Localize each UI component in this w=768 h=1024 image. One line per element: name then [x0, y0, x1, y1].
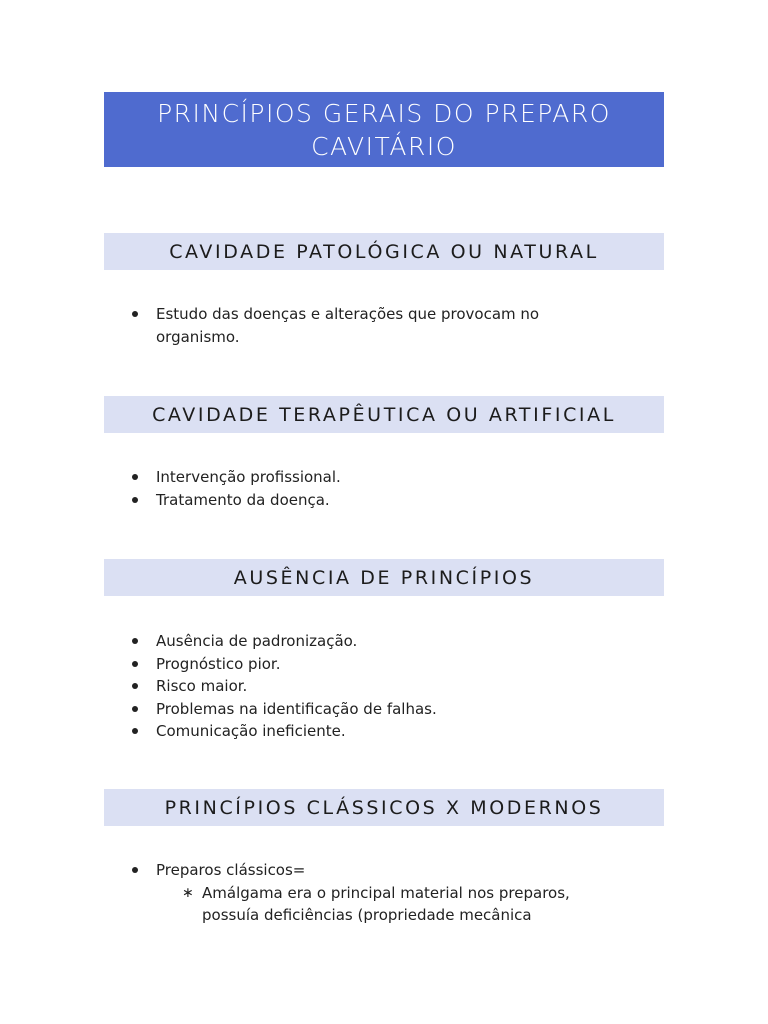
bullet-dot-icon [132, 683, 138, 689]
sub-list-item: ∗ Amálgama era o principal material nos preparos, possuía deficiências (propriedade mecânica [182, 883, 570, 924]
sub-bullet-list [156, 882, 608, 927]
bullet-list-cavidade-terapeutica [128, 466, 608, 511]
bullet-dot-icon [132, 867, 138, 873]
bullet-dot-icon [132, 728, 138, 734]
list-item: Problemas na identificação de falhas. [128, 698, 608, 721]
list-item: Ausência de padronização. [128, 630, 608, 653]
section-heading: AUSÊNCIA DE PRINCÍPIOS [233, 566, 535, 589]
section-header-principios-classicos-modernos [104, 789, 664, 826]
section-header-ausencia-principios [104, 559, 664, 596]
bullet-list-ausencia-principios [128, 630, 608, 743]
list-item: Comunicação ineficiente. [128, 720, 608, 743]
bullet-list-principios-classicos-modernos [128, 859, 608, 927]
section-header-cavidade-patologica [104, 233, 664, 270]
bullet-dot-icon [132, 474, 138, 480]
bullet-dot-icon [132, 497, 138, 503]
list-item: Intervenção profissional. [128, 466, 608, 489]
section-heading: CAVIDADE PATOLÓGICA OU NATURAL [169, 240, 599, 263]
section-heading: CAVIDADE TERAPÊUTICA OU ARTIFICIAL [152, 403, 616, 426]
bullet-dot-icon [132, 638, 138, 644]
section-header-cavidade-terapeutica [104, 396, 664, 433]
list-item: Preparos clássicos= ∗ Amálgama era o principal material nos preparos, possuía deficiências (propriedade mecânica [128, 859, 608, 927]
list-item: Prognóstico pior. [128, 653, 608, 676]
document-title: PRINCÍPIOS GERAIS DO PREPARO CAVITÁRIO [157, 98, 611, 161]
document-title-banner [104, 92, 664, 167]
asterisk-bullet-icon: ∗ [182, 884, 194, 901]
list-item: Tratamento da doença. [128, 489, 608, 512]
list-item: Estudo das doenças e alterações que provocam no organismo. [128, 303, 608, 348]
bullet-dot-icon [132, 311, 138, 317]
bullet-dot-icon [132, 706, 138, 712]
bullet-list-cavidade-patologica [128, 303, 608, 348]
bullet-dot-icon [132, 661, 138, 667]
section-heading: PRINCÍPIOS CLÁSSICOS X MODERNOS [164, 796, 604, 819]
list-item: Risco maior. [128, 675, 608, 698]
